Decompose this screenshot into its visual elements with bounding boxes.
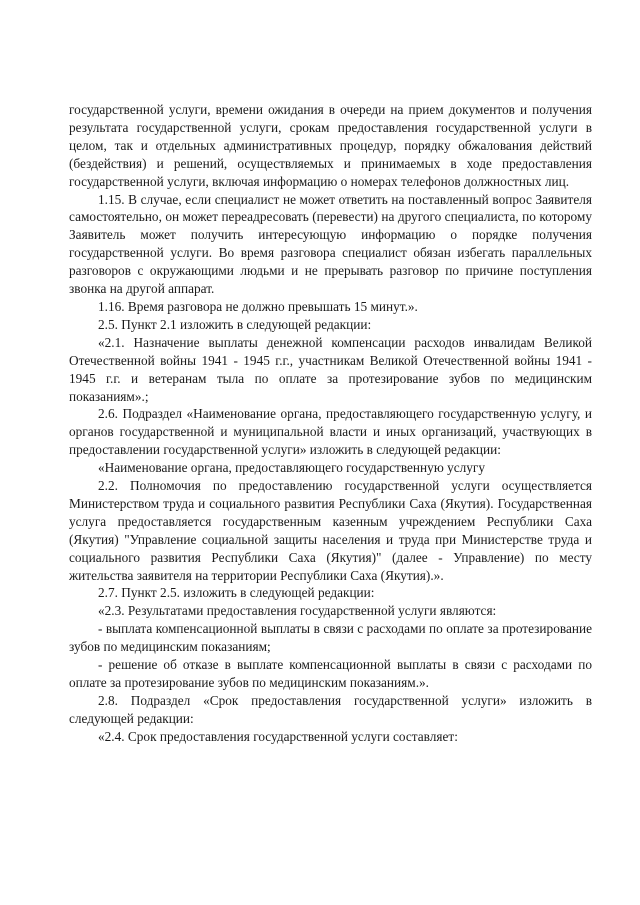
- paragraph-4: «2.1. Назначение выплаты денежной компенсации расходов инвалидам Великой Отечественной войны 1941 - 1945 г.г., участникам Великой Отечественной войны 1941 - 1945 г.г. и ветеранам тыла по оплате за протезирование зубов по медицинским показаниям».;: [69, 334, 592, 404]
- paragraph-0: государственной услуги, времени ожидания в очереди на прием документов и получения результата государственной услуги, срокам предоставления государственной услуги в целом, так и отдельных административных процедур, порядку обжалования действий (бездействия) и решений, осуществляемых и принимаемых в ходе предоставления государственной услуги, включая информацию о номерах телефонов должностных лиц.: [69, 102, 592, 189]
- paragraph-10: - выплата компенсационной выплаты в связи с расходами по оплате за протезирование зубов по медицинским показаниям;: [69, 621, 592, 655]
- paragraph-9: «2.3. Результатами предоставления государственной услуги являются:: [98, 603, 497, 619]
- paragraph-5: 2.6. Подраздел «Наименование органа, предоставляющего государственную услугу, и органов государственной и муниципальной власти и иных организаций, участвующих в предоставлении государственной услуги» изложить в следующей редакции:: [69, 406, 592, 458]
- paragraph-3: 2.5. Пункт 2.1 изложить в следующей редакции:: [98, 316, 372, 332]
- paragraph-6: «Наименование органа, предоставляющего государственную услугу: [98, 460, 486, 476]
- paragraph-7: 2.2. Полномочия по предоставлению государственной услуги осуществляется Министерством труда и социального развития Республики Саха (Якутия). Государственная услуга предоставляется государственным казенным учреждением Республики Саха (Якутия) "Управление социальной защиты населения и труда при Министерстве труда и социального развития Республики Саха (Якутия)" (далее - Управление) по месту жительства заявителя на территории Республики Саха (Якутия).».: [69, 478, 592, 583]
- paragraph-11: - решение об отказе в выплате компенсационной выплаты в связи с расходами по оплате за протезирование зубов по медицинским показаниям.».: [69, 657, 592, 690]
- paragraph-8: 2.7. Пункт 2.5. изложить в следующей редакции:: [98, 585, 375, 601]
- paragraph-2: 1.16. Время разговора не должно превышать 15 минут.».: [98, 298, 418, 314]
- paragraph-13: «2.4. Срок предоставления государственной услуги составляет:: [98, 728, 458, 744]
- paragraph-12: 2.8. Подраздел «Срок предоставления государственной услуги» изложить в следующей редакции:: [69, 692, 592, 726]
- paragraph-1: 1.15. В случае, если специалист не может ответить на поставленный вопрос Заявителя самостоятельно, он может переадресовать (перевести) на другого специалиста, по которому Заявитель может получить интересующую информацию о порядке получения государственной услуги. Во время разговора специалист обязан избегать параллельных разговоров с окружающими людьми и не прерывать разговор по причине поступления звонка на другой аппарат.: [69, 191, 592, 297]
